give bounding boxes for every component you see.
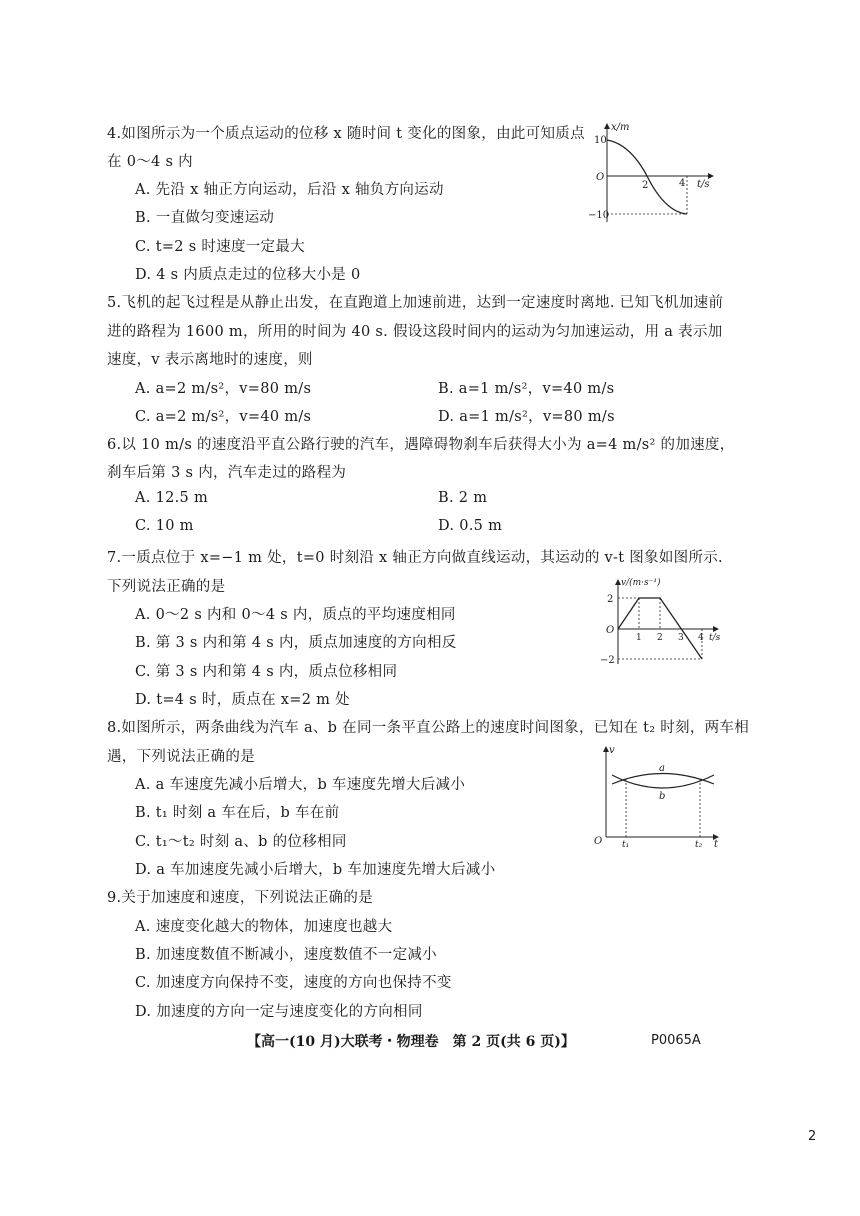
q8-option-a: A. a 车速度先减小后增大，b 车速度先增大后减小 <box>135 777 466 793</box>
fig8-label-a: a <box>659 763 665 774</box>
q5-option-a: A. a=2 m/s²，v=80 m/s <box>135 381 312 397</box>
q8-stem-line1: 8.如图所示，两条曲线为汽车 a、b 在同一条平直公路上的速度时间图象，已知在 t₂ 时刻，两车相 <box>107 720 750 736</box>
q7-option-c: C. 第 3 s 内和第 4 s 内，质点位移相同 <box>135 664 398 680</box>
page-footer-title: 【高一(10 月)大联考・物理卷 第 2 页(共 6 页)】 <box>247 1034 575 1050</box>
q4-option-c: C. t=2 s 时速度一定最大 <box>135 239 305 255</box>
fig7-xtick-1: 1 <box>636 633 642 643</box>
q4-option-b: B. 一直做匀变速运动 <box>135 210 275 226</box>
fig8-curve-a <box>612 774 714 785</box>
q8-option-c: C. t₁～t₂ 时刻 a、b 的位移相同 <box>135 834 347 850</box>
page-footer-code: P0065A <box>651 1033 701 1048</box>
q7-stem-line1: 7.一质点位于 x=−1 m 处，t=0 时刻沿 x 轴正方向做直线运动，其运动的 v-t 图象如图所示. <box>107 550 723 566</box>
q9-stem-line1: 9.关于加速度和速度，下列说法正确的是 <box>107 890 374 906</box>
q6-option-c: C. 10 m <box>135 518 194 534</box>
fig4-xtick-2: 2 <box>642 180 649 191</box>
q6-option-d: D. 0.5 m <box>438 518 503 534</box>
q5-option-d: D. a=1 m/s²，v=80 m/s <box>438 409 615 425</box>
fig8-origin: O <box>594 836 603 847</box>
q7-option-b: B. 第 3 s 内和第 4 s 内，质点加速度的方向相反 <box>135 635 457 651</box>
q6-option-b: B. 2 m <box>438 490 488 506</box>
fig8-tick-t1: t₁ <box>622 840 630 850</box>
fig4-ytick-bottom: −10 <box>588 210 610 221</box>
fig8-xlabel: t <box>714 839 719 850</box>
fig4-curve <box>607 140 687 214</box>
page-number: 2 <box>808 1129 817 1144</box>
q8-stem-line2: 遇，下列说法正确的是 <box>107 749 255 765</box>
q7-stem-line2: 下列说法正确的是 <box>107 579 226 595</box>
q8-option-d: D. a 车加速度先减小后增大，b 车加速度先增大后减小 <box>135 862 496 878</box>
q6-stem-line2: 刹车后第 3 s 内，汽车走过的路程为 <box>107 465 347 481</box>
q5-stem-line2: 进的路程为 1600 m，所用的时间为 40 s. 假设这段时间内的运动为匀加速运动，用 a 表示加 <box>107 324 723 340</box>
q6-stem-line1: 6.以 10 m/s 的速度沿平直公路行驶的汽车，遇障碍物刹车后获得大小为 a=4 m/s² 的加速度， <box>107 437 735 453</box>
fig4-xt-graph <box>585 118 725 228</box>
fig8-curve-b <box>612 775 714 788</box>
fig8-tick-t2: t₂ <box>695 840 703 850</box>
q5-option-c: C. a=2 m/s²，v=40 m/s <box>135 409 312 425</box>
fig8-vt-curves <box>592 741 724 850</box>
fig7-vt-graph <box>598 574 728 666</box>
fig4-origin: O <box>596 172 605 183</box>
fig4-ytick-top: 10 <box>594 135 607 146</box>
fig4-xlabel: t/s <box>697 179 710 190</box>
fig7-xlabel: t/s <box>709 633 721 643</box>
fig7-xtick-2: 2 <box>657 633 663 643</box>
q4-stem-line1: 4.如图所示为一个质点运动的位移 x 随时间 t 变化的图象，由此可知质点 <box>107 126 585 142</box>
fig7-ylabel: v/(m·s⁻¹) <box>621 578 661 588</box>
fig8-ylabel: v <box>609 745 615 756</box>
fig7-xtick-4: 4 <box>698 633 704 643</box>
q4-stem-line2: 在 0～4 s 内 <box>107 154 193 170</box>
q9-option-b: B. 加速度数值不断减小，速度数值不一定减小 <box>135 947 437 963</box>
q9-option-d: D. 加速度的方向一定与速度变化的方向相同 <box>135 1004 423 1020</box>
q7-option-d: D. t=4 s 时，质点在 x=2 m 处 <box>135 692 350 708</box>
fig4-xtick-4: 4 <box>679 178 686 189</box>
q5-stem-line3: 速度，v 表示离地时的速度，则 <box>107 352 313 368</box>
fig7-ytick-bottom: −2 <box>600 655 615 666</box>
fig4-ylabel: x/m <box>611 122 630 133</box>
q5-option-b: B. a=1 m/s²，v=40 m/s <box>438 381 615 397</box>
q9-option-c: C. 加速度方向保持不变，速度的方向也保持不变 <box>135 975 452 991</box>
fig8-label-b: b <box>659 791 666 802</box>
fig7-xtick-3: 3 <box>678 633 684 643</box>
q4-option-d: D. 4 s 内质点走过的位移大小是 0 <box>135 267 361 283</box>
q6-option-a: A. 12.5 m <box>135 490 209 506</box>
q5-stem-line1: 5.飞机的起飞过程是从静止出发，在直跑道上加速前进，达到一定速度时离地. 已知飞机加速前 <box>107 295 724 311</box>
q4-option-a: A. 先沿 x 轴正方向运动，后沿 x 轴负方向运动 <box>135 182 444 198</box>
q8-option-b: B. t₁ 时刻 a 车在后，b 车在前 <box>135 805 340 821</box>
q7-option-a: A. 0～2 s 内和 0～4 s 内，质点的平均速度相同 <box>135 607 456 623</box>
fig7-origin: O <box>606 625 615 636</box>
fig7-ytick-top: 2 <box>607 594 614 605</box>
q9-option-a: A. 速度变化越大的物体，加速度也越大 <box>135 919 393 935</box>
